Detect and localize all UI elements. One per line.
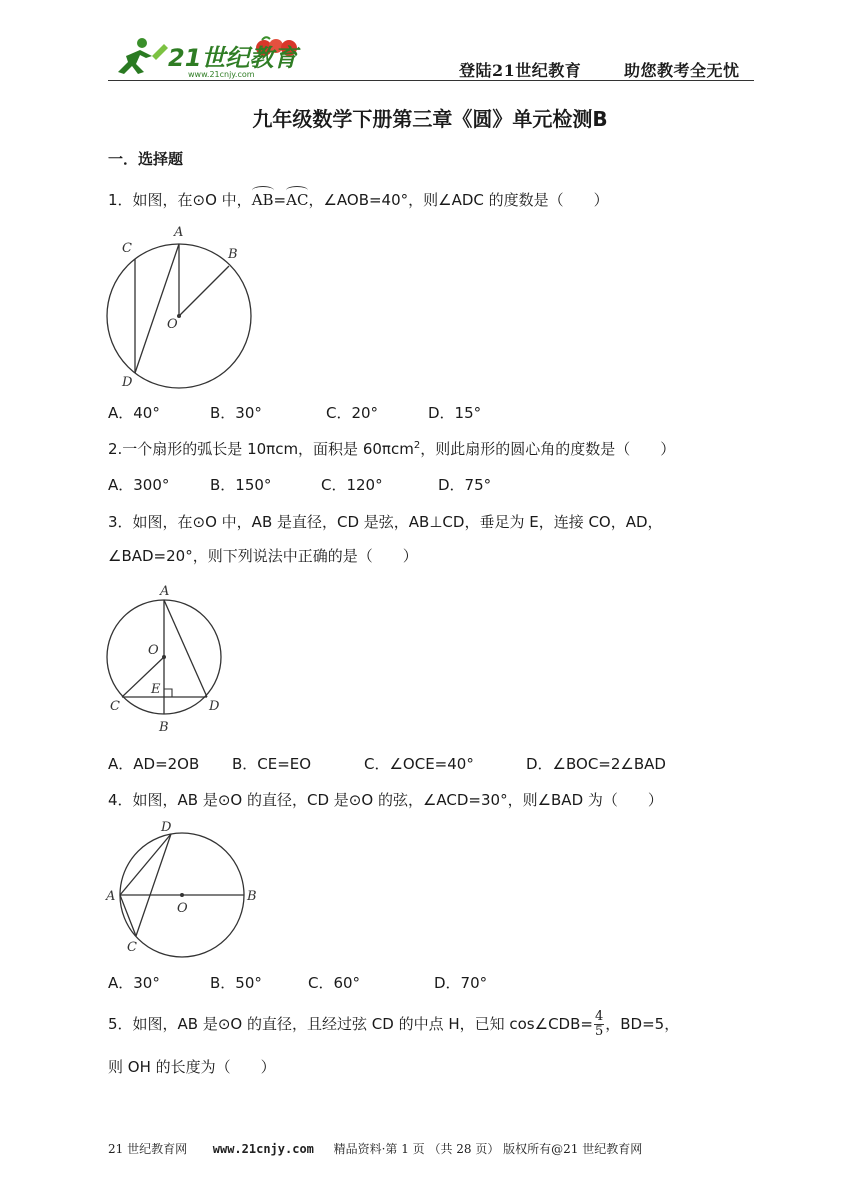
question-4-stem: 4．如图，AB 是⊙O 的直径，CD 是⊙O 的弦，∠ACD=30°，则∠BAD 为（ ） [108, 791, 663, 809]
site-logo [112, 34, 302, 80]
point-label-o: O [167, 317, 178, 332]
question-1-post: ，∠AOB=40°，则∠ADC 的度数是（ ） [308, 191, 609, 209]
fraction-denominator: 5 [594, 1024, 604, 1039]
header-slogan-right: 助您教考全无忧 [624, 61, 740, 80]
option-c: C．120° [321, 476, 383, 494]
point-label-e: E [151, 682, 161, 697]
question-5-stem-line1 [108, 1010, 679, 1039]
option-b: B．150° [210, 476, 272, 494]
point-label-a: A [174, 225, 184, 240]
question-3-stem-line1: 3．如图，在⊙O 中，AB 是直径，CD 是弦，AB⊥CD，垂足为 E，连接 CO，AD， [108, 513, 663, 531]
option-c: C．60° [308, 974, 361, 992]
point-label-d: D [122, 375, 133, 390]
option-d: D．75° [438, 476, 492, 494]
option-d: D．15° [428, 404, 482, 422]
point-label-a: A [160, 584, 170, 599]
question-2-text-b: ，则此扇形的圆心角的度数是（ ） [420, 440, 676, 458]
question-2-stem [108, 438, 675, 459]
point-label-o: O [148, 643, 159, 658]
option-a: A．30° [108, 974, 160, 992]
option-d: D．70° [434, 974, 488, 992]
question-1-eq: = [273, 191, 287, 209]
question-5-stem-line2: 则 OH 的长度为（ ） [108, 1058, 276, 1076]
page-footer [108, 1140, 642, 1157]
option-a: A．40° [108, 404, 160, 422]
point-label-d: D [209, 699, 220, 714]
option-d: D．∠BOC=2∠BAD [526, 755, 666, 773]
question-5-text-a: 5．如图，AB 是⊙O 的直径，且经过弦 CD 的中点 H，已知 cos∠CDB= [108, 1015, 593, 1033]
logo-url: www.21cnjy.com [188, 70, 255, 79]
fraction-numerator: 4 [594, 1009, 604, 1024]
option-a: A．300° [108, 476, 170, 494]
option-c: C．∠OCE=40° [364, 755, 474, 773]
header-slogan-left: 登陆21世纪教育 [459, 61, 582, 80]
option-b: B．CE=EO [232, 755, 312, 773]
option-a: A．AD=2OB [108, 755, 200, 773]
question-3-stem-line2: ∠BAD=20°，则下列说法中正确的是（ ） [108, 547, 418, 565]
point-label-c: C [110, 699, 120, 714]
option-b: B．30° [210, 404, 262, 422]
question-1-stem [108, 189, 609, 210]
question-5-text-b: ，BD=5， [605, 1015, 680, 1033]
point-label-d: D [161, 820, 172, 835]
fraction-four-fifths [594, 1010, 604, 1039]
page-title: 九年级数学下册第三章《圆》单元检测B [252, 107, 608, 131]
question-2-text-a: 2.一个扇形的弧长是 10πcm，面积是 60πcm [108, 440, 414, 458]
option-c: C．20° [326, 404, 379, 422]
point-label-a: A [106, 889, 116, 904]
arc-ab: AB [251, 191, 274, 209]
footer-right: 精品资料·第 1 页 （共 28 页） 版权所有@21 世纪教育网 [333, 1142, 643, 1156]
point-label-o: O [177, 901, 188, 916]
point-label-c: C [127, 940, 137, 955]
question-4-figure [100, 815, 270, 965]
arc-ac: AC [286, 191, 309, 209]
point-label-b: B [159, 720, 169, 735]
question-3-figure [100, 580, 240, 740]
question-1-pre: 1．如图，在⊙O 中， [108, 191, 252, 209]
question-1-figure [100, 222, 270, 392]
footer-left: 21 世纪教育网 [108, 1142, 188, 1156]
point-label-b: B [247, 889, 257, 904]
footer-site-link[interactable]: www.21cnjy.com [212, 1142, 314, 1156]
point-label-c: C [122, 241, 132, 256]
point-label-b: B [228, 247, 238, 262]
question-2-sup: 2 [413, 440, 421, 451]
header-divider [108, 80, 754, 81]
section-heading: 一．选择题 [108, 150, 184, 168]
logo-text: 21世纪教育 [168, 44, 298, 72]
option-b: B．50° [210, 974, 262, 992]
